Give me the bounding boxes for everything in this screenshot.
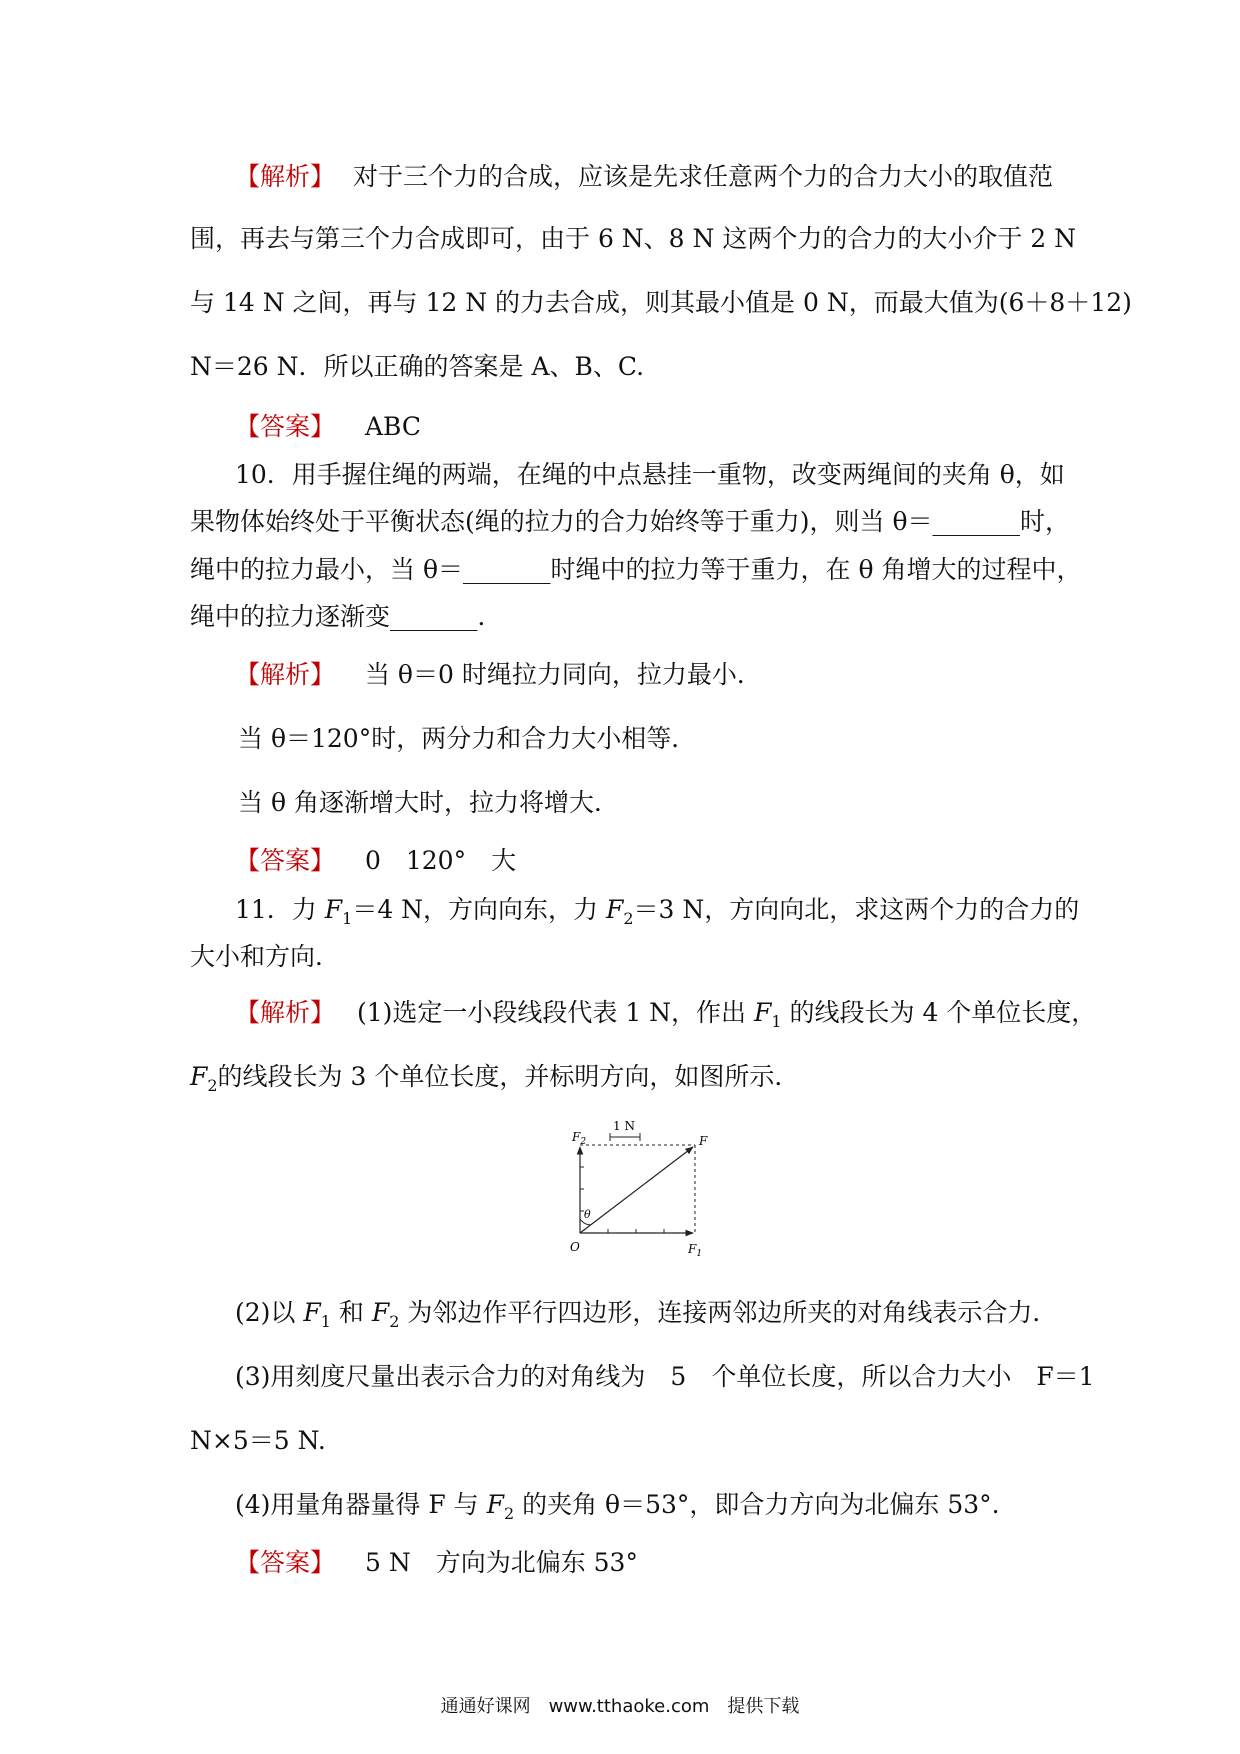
var-f: F	[190, 1062, 208, 1091]
label-f: F	[699, 1134, 708, 1148]
q11-text1c: ＝3 N，方向向北，求这两个力的合力的	[633, 895, 1080, 924]
q11-line1	[190, 893, 1080, 936]
q11-step1a: (1)选定一小段线段代表 1 N，作出	[356, 998, 755, 1027]
q11-step3-cont: N×5＝5 N.	[190, 1426, 326, 1455]
q11-step2	[190, 1296, 1060, 1339]
label-f2: $F_2$	[572, 1130, 587, 1147]
analysis-tag: 【解析】	[235, 660, 336, 689]
q11-step1-cont	[190, 1060, 1060, 1103]
sub-1: 1	[771, 1012, 782, 1031]
q10-text1: 10．用手握住绳的两端，在绳的中点悬挂一重物，改变两绳间的夹角 θ，如	[235, 460, 1065, 489]
sub-1: 1	[320, 1312, 331, 1331]
q10-line1	[190, 458, 1065, 492]
q10-analysis-text1: 当 θ＝0 时绳拉力同向，拉力最小．	[364, 660, 762, 689]
label-o: O	[570, 1240, 580, 1254]
q11-step4a: (4)用量角器量得 F 与	[235, 1490, 487, 1519]
q10-analysis3	[190, 786, 1060, 820]
q10-line3: 绳中的拉力最小，当 θ＝_______时绳中的拉力等于重力，在 θ 角增大的过程中，	[190, 555, 1082, 584]
q11-step3	[190, 1360, 1095, 1394]
q11-step3a: (3)用刻度尺量出表示合力的对角线为 5 个单位长度，所以合力大小 F＝1	[235, 1362, 1095, 1391]
var-f: F	[324, 895, 343, 924]
analysis-tag: 【解析】	[235, 162, 336, 191]
sub-2: 2	[389, 1312, 400, 1331]
q10-analysis-text3: 当 θ 角逐渐增大时，拉力将增大．	[238, 788, 619, 817]
answer-tag: 【答案】	[235, 846, 336, 875]
q9-analysis-line3: 与 14 N 之间，再与 12 N 的力去合成，则其最小值是 0 N，而最大值为(6＋8＋12)	[190, 288, 1132, 317]
footer-credit: 通通好课网 www.tthaoke.com 提供下载	[440, 1696, 800, 1717]
sub-2: 2	[623, 909, 634, 928]
q9-analysis-line4: N＝26 N．所以正确的答案是 A、B、C.	[190, 352, 645, 381]
q10-answer: 0 120° 大	[364, 846, 517, 875]
var-f: F	[606, 895, 624, 924]
q10-line2: 果物体始终处于平衡状态(绳的拉力的合力始终等于重力)，则当 θ＝_______时，	[190, 507, 1071, 536]
q10-answer-line	[190, 844, 1060, 878]
q10-analysis2	[190, 722, 1060, 756]
force-parallelogram-diagram	[560, 1115, 750, 1275]
q11-step1	[190, 996, 1097, 1039]
q11-step2b: 和	[330, 1298, 372, 1327]
q11-line2: 大小和方向．	[190, 942, 341, 971]
answer-tag: 【答案】	[235, 412, 336, 441]
q10-analysis1	[190, 658, 1060, 692]
q9-answer: ABC	[364, 412, 421, 441]
answer-tag: 【答案】	[235, 1548, 336, 1577]
sub-2: 2	[503, 1504, 515, 1523]
analysis-tag: 【解析】	[235, 998, 336, 1027]
q9-answer-line	[190, 410, 1060, 444]
q11-step1c: 的线段长为 3 个单位长度，并标明方向，如图所示．	[217, 1062, 800, 1091]
q11-step4	[190, 1488, 1060, 1531]
q11-step2a: (2)以	[235, 1298, 304, 1327]
sub-1: 1	[342, 909, 353, 928]
q11-step2c: 为邻边作平行四边形，连接两邻边所夹的对角线表示合力．	[399, 1298, 1058, 1327]
q10-analysis-text2: 当 θ＝120°时，两分力和合力大小相等．	[238, 724, 697, 753]
q10-line4: 绳中的拉力逐渐变_______．	[190, 602, 503, 631]
q9-analysis-line2: 围，再去与第三个力合成即可，由于 6 N、8 N 这两个力的合力的大小介于 2 N	[190, 224, 1077, 253]
var-f: F	[486, 1490, 504, 1519]
theta-label: θ	[584, 1208, 591, 1221]
unit-label: 1 N	[613, 1119, 635, 1133]
var-f: F	[303, 1298, 321, 1327]
q11-text1b: ＝4 N，方向向东，力	[352, 895, 606, 924]
label-f1: $F_1$	[688, 1242, 703, 1259]
q11-step1b: 的线段长为 4 个单位长度，	[781, 998, 1097, 1027]
q9-analysis-text1: 对于三个力的合成，应该是先求任意两个力的合力大小的取值范	[352, 162, 1053, 191]
q9-analysis-line1	[190, 160, 1060, 194]
q11-answer: 5 N 方向为北偏东 53°	[364, 1548, 638, 1577]
var-f: F	[754, 998, 772, 1027]
f-resultant-arrow	[580, 1147, 693, 1233]
sub-2: 2	[207, 1076, 218, 1095]
q11-answer-line	[190, 1546, 1060, 1580]
q11-text1a: 11．力	[235, 895, 325, 924]
q11-step4b: 的夹角 θ＝53°，即合力方向为北偏东 53°.	[514, 1490, 1000, 1519]
var-f: F	[371, 1298, 390, 1327]
